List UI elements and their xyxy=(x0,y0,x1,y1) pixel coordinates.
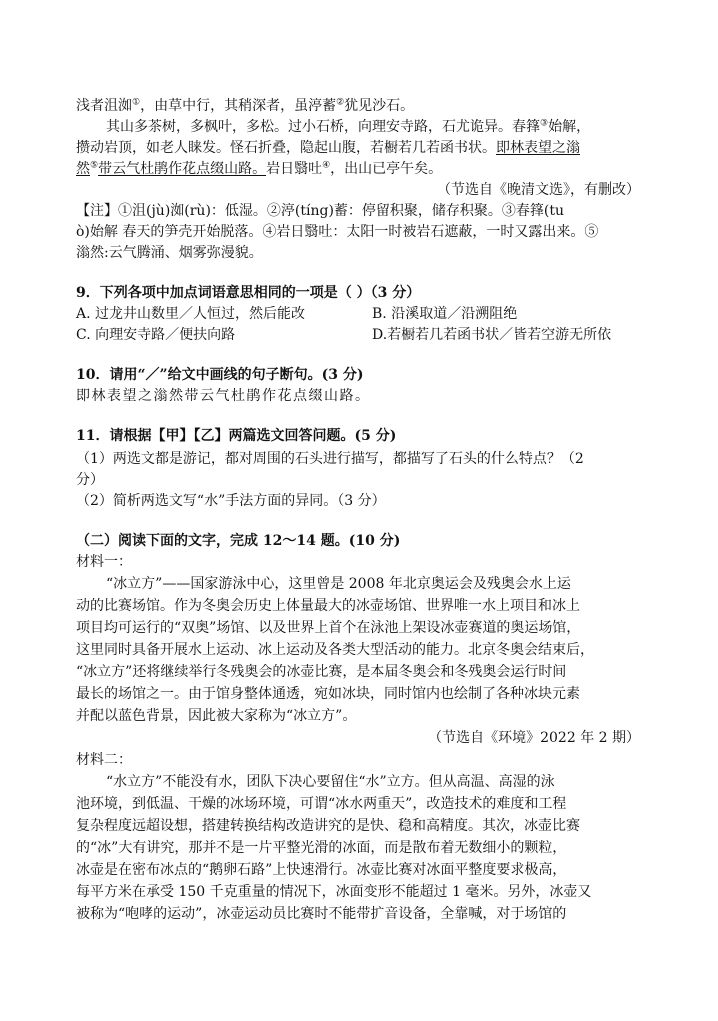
question-9-option-c: C. 向理安寺路／便扶向路 xyxy=(76,327,236,343)
passage-text: 始解， xyxy=(548,119,591,135)
material-1-source: （节选自《环境》2022 年 2 期） xyxy=(428,730,640,746)
passage-line-1 xyxy=(76,96,414,116)
underlined-sentence: 即林表望之滃 xyxy=(496,140,580,156)
material-1-line-2: 动的比赛场馆。作为冬奥会历史上体量最大的冰壶场馆、世界唯一水上项目和冰上 xyxy=(76,598,580,614)
material-2-line-7: 被称为“咆哮的运动”，冰壶运动员比赛时不能带扩音设备，全靠喊，对于场馆的 xyxy=(76,906,567,922)
passage-text: 岩日翳吐 xyxy=(266,161,323,177)
material-1-line-5: “冰立方”还将继续举行冬残奥会的冰壶比赛，是本届冬奥会和冬残奥会运行时间 xyxy=(76,664,567,680)
passage-line-3 xyxy=(76,138,580,158)
footnote-marker: ⑤ xyxy=(90,160,99,171)
question-9-option-b: B. 沿溪取道／沿溯阻绝 xyxy=(372,306,518,322)
question-9-stem: 9．下列各项中加点词语意思相同的一项是（ ）（3 分） xyxy=(76,285,421,301)
passage-text: ，由草中行，其稍深者，虽渟蓄 xyxy=(140,98,337,114)
material-1-line-1: “冰立方”——国家游泳中心，这里曾是 2008 年北京奥运会及残奥会水上运 xyxy=(106,576,571,592)
passage-line-4 xyxy=(76,159,442,179)
passage-line-2 xyxy=(106,117,590,137)
footnote-marker: ④ xyxy=(322,160,331,171)
material-2-line-1: “水立方”不能没有水，团队下决心要留住“水”立方。但从高温、高湿的泳 xyxy=(106,774,555,790)
material-1-line-3: 项目均可运行的“双奥”场馆、以及世界上首个在泳池上架设冰壶赛道的奥运场馆， xyxy=(76,620,581,636)
question-9-option-d: D.若橱若几若函书状／皆若空游无所依 xyxy=(372,327,612,343)
material-2-label: 材料二： xyxy=(76,752,132,768)
material-1-label: 材料一： xyxy=(76,554,132,570)
material-2-line-6: 每平方米在承受 150 千克重量的情况下，冰面变形不能超过 1 毫米。另外，冰壶又 xyxy=(76,884,592,900)
footnote-marker: ③ xyxy=(540,118,549,129)
passage-text: ，出山已亭午矣。 xyxy=(330,161,443,177)
underlined-sentence: 然 xyxy=(76,161,90,177)
material-1-line-7: 并配以蓝色背景，因此被大家称为“冰立方”。 xyxy=(76,708,357,724)
section-heading: （二）阅读下面的文字，完成 12～14 题。(10 分) xyxy=(76,533,401,549)
material-2-line-4: 的“冰”大有讲究，那并不是一片平整光滑的冰面，而是散布着无数细小的颗粒， xyxy=(76,840,567,856)
passage-text: 攒动岩顶，如老人睐发。怪石折叠，隐起山腹，若橱若几若函书状。 xyxy=(76,140,496,156)
question-9-option-a: A. 过龙井山数里／人恒过，然后能改 xyxy=(76,306,306,322)
question-11-sub-1: （1）两选文都是游记，都对周围的石头进行描写，都描写了石头的什么特点？（2 xyxy=(76,451,584,467)
question-10-sentence: 即林表望之滃然带云气杜鹃作花点缀山路。 xyxy=(76,388,371,404)
material-2-line-2: 池环境，到低温、干燥的冰场环境，可谓“冰水两重天”，改造技术的难度和工程 xyxy=(76,796,567,812)
question-11-sub-1-cont: 分） xyxy=(76,472,104,488)
passage-source: （节选自《晚清文选》，有删改） xyxy=(437,182,640,198)
question-10-stem: 10．请用“／”给文中画线的句子断句。(3 分) xyxy=(76,367,364,383)
material-2-line-5: 冰壶是在密布冰点的“鹅卵石路”上快速滑行。冰壶比赛对冰面平整度要求极高， xyxy=(76,862,567,878)
notes-line-1: 【注】①沮(jù)洳(rù)：低湿。②渟(tíng)蓄：停留积聚，储存积聚。③春箨(tu xyxy=(76,203,565,219)
footnote-marker: ② xyxy=(336,97,345,108)
passage-text: 其山多茶树，多枫叶，多松。过小石桥，向理安寺路，石尤诡异。春箨 xyxy=(106,119,540,135)
material-1-line-6: 最长的场馆之一。由于馆身整体通透，宛如冰块，同时馆内也绘制了各种冰块元素 xyxy=(76,686,580,702)
underlined-sentence: 带云气杜鹃作花点缀山路。 xyxy=(98,161,267,177)
notes-line-2: ò)始解 春天的笋壳开始脱落。④岩日翳吐：太阳一时被岩石遮蔽，一时又露出来。⑤ xyxy=(76,224,599,240)
question-11-sub-2: （2）简析两选文写“水”手法方面的异同。（3 分） xyxy=(76,493,386,509)
footnote-marker: ① xyxy=(132,97,141,108)
passage-text: 浅者沮洳 xyxy=(76,98,132,114)
material-2-line-3: 复杂程度远超设想，搭建转换结构改造讲究的是快、稳和高精度。其次，冰壶比赛 xyxy=(76,818,580,834)
question-11-stem: 11．请根据【甲】【乙】两篇选文回答问题。(5 分) xyxy=(76,428,397,444)
notes-line-3: 滃然:云气腾涌、烟雾弥漫貌。 xyxy=(76,245,263,261)
passage-text: 犹见沙石。 xyxy=(344,98,415,114)
material-1-line-4: 这里同时具备开展水上运动、冰上运动及各类大型活动的能力。北京冬奥会结束后， xyxy=(76,642,594,658)
